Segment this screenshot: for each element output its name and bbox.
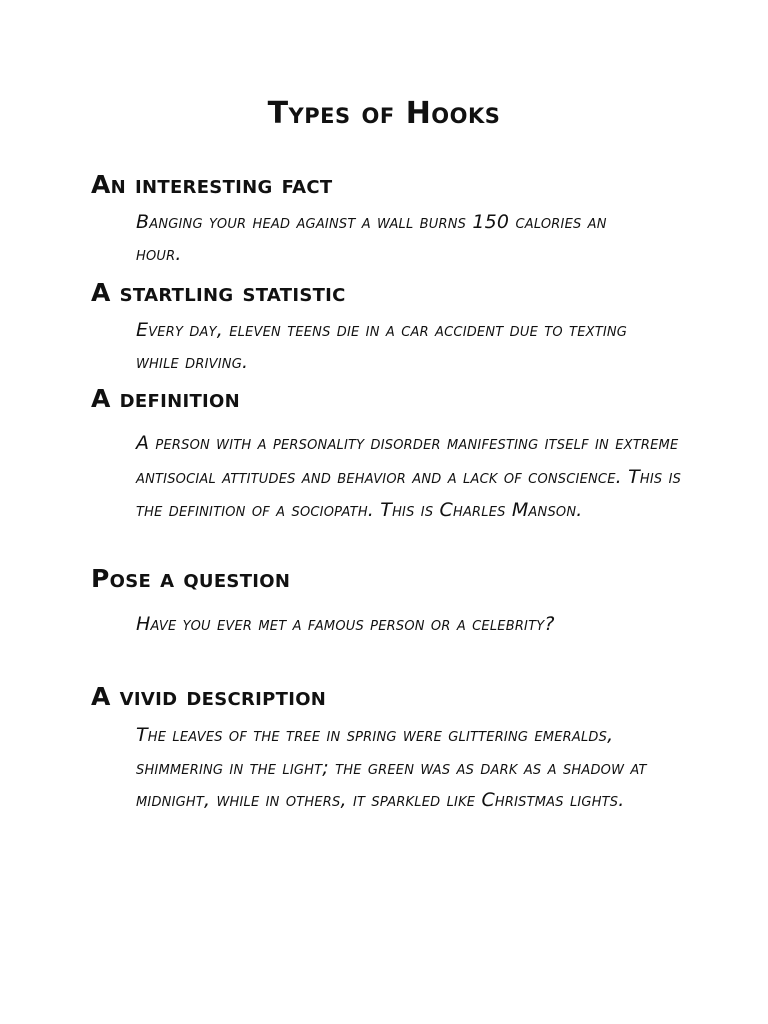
page-title: Types of Hooks (267, 96, 501, 131)
section-heading-startling-statistic: A startling statistic (91, 278, 346, 307)
section-text-interesting-fact: Banging your head against a wall burns 150 calories an hour. (136, 211, 607, 265)
section-text-vivid-description: The leaves of the tree in spring were glittering emeralds, shimmering in the light; the green was as dark as a shadow at midnight, while in others, it sparkled like Christmas lights. (136, 724, 647, 811)
section-heading-definition: A definition (91, 384, 240, 413)
section-text-definition: A person with a personality disorder manifesting itself in extreme antisocial attitudes and behavior and a lack of conscience. This is the definition of a sociopath. This is Charles Manson. (136, 432, 682, 521)
section-heading-interesting-fact: An interesting fact (91, 170, 333, 199)
section-text-pose-question: Have you ever met a famous person or a celebrity? (136, 613, 555, 635)
section-text-startling-statistic: Every day, eleven teens die in a car accident due to texting while driving. (136, 319, 628, 373)
section-heading-pose-question: Pose a question (91, 564, 291, 593)
section-heading-vivid-description: A vivid description (91, 682, 327, 711)
